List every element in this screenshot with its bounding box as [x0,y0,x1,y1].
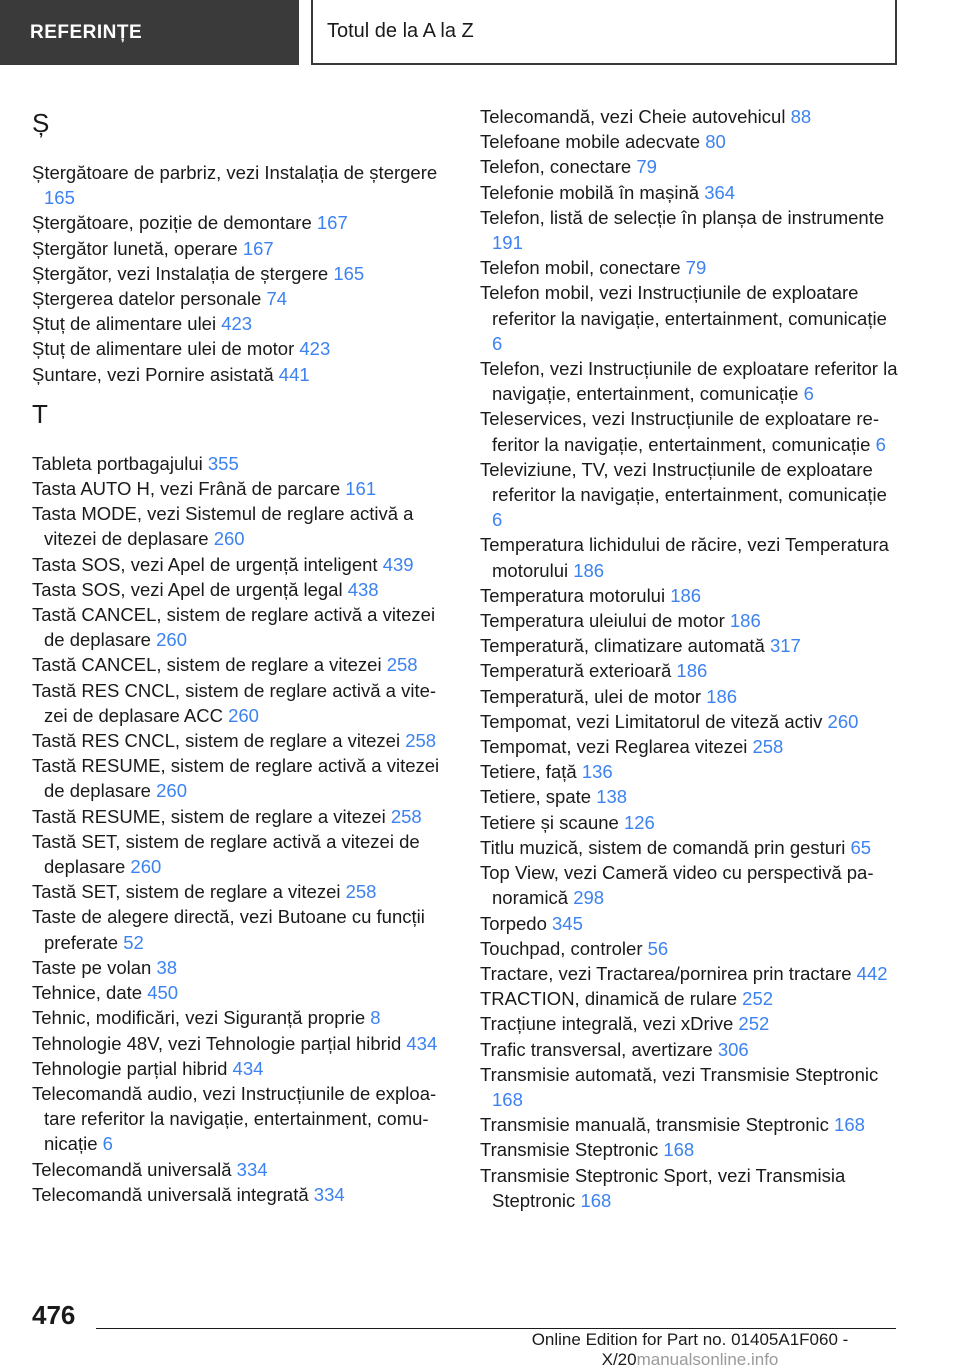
page-reference-link[interactable]: 168 [492,1088,523,1110]
page-reference-link[interactable]: 186 [670,584,702,606]
edition-text: Online Edition for Part no. 01405A1F060 - X/20 [531,1330,849,1369]
index-entry-text: Transmisie Steptronic [480,1139,659,1161]
index-entry-text: Temperatură, climatizare automată [480,635,765,657]
index-entry-text: Tehnologie 48V, vezi Tehnologie parțial hibrid [32,1032,402,1054]
index-entry [480,684,900,709]
page-reference-link[interactable]: 6 [492,509,503,531]
index-entry [480,457,900,533]
index-entry [32,980,452,1005]
index-entry-text: Ștergătoare de parbriz, vezi Instalația de ștergere [32,162,438,183]
page-reference-link[interactable]: 345 [552,912,583,934]
index-entry [480,658,900,683]
page-reference-link[interactable]: 8 [370,1007,381,1029]
page-reference-link[interactable]: 258 [386,654,418,676]
index-entry-text: Tastă CANCEL, sistem de reglare a vitezei [32,654,382,676]
page-reference-link[interactable]: 260 [156,780,187,802]
index-entry [32,678,452,728]
index-entry [480,356,900,406]
page-reference-link[interactable]: 441 [278,363,310,385]
index-entry [32,904,452,954]
page-reference-link[interactable]: 260 [213,528,245,550]
index-entry-text: Temperatura lichidului de răcire, vezi Temperatura motorului [480,534,889,581]
page-reference-link[interactable]: 6 [492,332,503,354]
page-reference-link[interactable]: 168 [663,1139,695,1161]
index-entry [480,734,900,759]
page-reference-link[interactable]: 258 [405,730,437,752]
index-entry-text: Tehnice, date [32,982,143,1004]
index-entry-text: Touchpad, controler [480,937,643,959]
index-entry-text: Ștergătoare, poziție de demontare [32,212,312,234]
page-reference-link[interactable]: 260 [827,710,859,732]
index-letter-heading: T [32,398,48,429]
index-entry [480,759,900,784]
page-reference-link[interactable]: 167 [316,212,348,234]
page-reference-link[interactable]: 79 [636,156,657,178]
page-reference-link[interactable]: 258 [390,805,422,827]
index-entry [32,804,452,829]
index-entry [32,602,452,652]
page-reference-link[interactable]: 56 [647,937,669,959]
index-entry [32,652,452,677]
index-entry [480,810,900,835]
chapter-tab [311,0,897,65]
page-reference-link[interactable]: 165 [44,187,75,209]
index-entry [32,728,452,753]
index-entry-text: Tastă RESUME, sistem de reglare activă a vitezei de deplasare [32,755,440,802]
index-entry [32,1157,452,1182]
index-entry-text: Tableta portbagajului [32,452,203,474]
index-entry [480,986,900,1011]
index-entry-text: Tasta MODE, vezi Sistemul de reglare activă a vitezei de deplasare [32,503,414,550]
index-entry [480,180,900,205]
watermark-text: manualsonline.info [636,1350,779,1369]
index-entry [32,261,452,286]
index-entry-text: Televiziune, TV, vezi Instrucțiunile de exploatare referitor la navigație, entertainment, comunicație [480,458,887,506]
index-entry [32,286,452,311]
index-entry-text: Telecomandă universală integrată [32,1183,309,1205]
page-number: 476 [32,1300,76,1330]
index-entry-text: Tetiere, față [480,761,577,783]
index-entry-text: Tempomat, vezi Limitatorul de viteză activ [480,710,823,732]
chapter-title: Totul de la A la Z [327,20,474,42]
index-entry [480,911,900,936]
index-entry-text: Temperatura uleiului de motor [480,610,725,632]
index-entry-text: Tastă SET, sistem de reglare activă a vitezei de deplasare [32,830,420,878]
index-entry-text: Tracțiune integrală, vezi xDrive [480,1013,734,1035]
index-entry [32,311,452,336]
index-entry [480,835,900,860]
index-entry-text: Titlu muzică, sistem de comandă prin gesturi [480,836,846,858]
index-entry-text: Transmisie automată, vezi Transmisie Steptronic [480,1063,879,1085]
page-reference-link[interactable]: 65 [850,836,872,858]
index-entry-text: Șuntare, vezi Pornire asistată [32,363,274,385]
index-entry-text: Tasta SOS, vezi Apel de urgență inteligent [32,553,378,575]
index-entry-text: Telecomandă, vezi Cheie autovehicul [480,106,786,127]
index-entry [480,936,900,961]
index-entry-text: Teleservices, vezi Instrucțiunile de exploatare referitor la navigație, entertainment, comunicație [480,408,879,455]
index-entry [480,1112,900,1137]
index-entry-text: Tastă RES CNCL, sistem de reglare activă a vitezei de deplasare ACC [32,679,437,726]
page-reference-link[interactable]: 260 [130,856,162,878]
page-reference-link[interactable]: 252 [738,1013,770,1035]
index-entry [480,1163,900,1213]
index-entry [32,1031,452,1056]
index-entry-text: Telefonie mobilă în mașină [480,181,700,203]
index-entry [480,860,900,910]
index-entry-text: Telefon, listă de selecție în planșa de instrumente [480,206,885,228]
index-entry-text: Taste pe volan [32,956,152,978]
page-reference-link[interactable]: 168 [834,1114,865,1136]
index-entry-text: Transmisie Steptronic Sport, vezi Transmisia Steptronic [480,1164,846,1211]
index-entry-text: Telecomandă audio, vezi Instrucțiunile de exploatare referitor la navigație, entertainment, comunicație [32,1082,437,1155]
index-entry-text: Telefon, vezi Instrucțiunile de exploatare referitor la navigație, entertainment, comunicație [480,358,898,405]
index-entry-text: Tastă SET, sistem de reglare a vitezei [32,881,341,903]
page-reference-link[interactable]: 298 [573,887,605,909]
index-entry-text: Taste de alegere directă, vezi Butoane cu funcții preferate [32,906,425,953]
page-reference-link[interactable]: 80 [705,131,726,153]
index-entry-text: Tasta SOS, vezi Apel de urgență legal [32,578,343,600]
index-entry [480,406,900,456]
section-tab [0,0,299,65]
index-entry [480,784,900,809]
page-reference-link[interactable]: 6 [875,433,886,455]
index-entry [32,1056,452,1081]
index-entry-text: Ștuț de alimentare ulei [32,313,217,335]
index-entry-text: Tetiere, spate [480,786,592,808]
index-entry [480,205,900,255]
page-reference-link[interactable]: 191 [492,232,523,254]
index-entry [480,608,900,633]
page-reference-link[interactable]: 334 [236,1158,268,1180]
index-entry [480,280,900,356]
index-entry-text: Top View, vezi Cameră video cu perspectivă panoramică [480,862,874,909]
index-entry [32,362,452,387]
page-reference-link[interactable]: 442 [856,962,888,984]
index-entry [32,753,452,803]
page-reference-link[interactable]: 186 [706,685,738,707]
page-reference-link[interactable]: 317 [769,635,801,657]
index-entry [480,255,900,280]
index-entry [32,552,452,577]
index-letter-heading: Ș [32,108,50,138]
footer-edition [480,1330,900,1370]
index-entry-text: Trafic transversal, avertizare [480,1038,713,1060]
page-reference-link[interactable]: 136 [581,761,613,783]
index-entry-text: Ștergător, vezi Instalația de ștergere [32,262,329,284]
section-title: REFERINȚE [30,21,143,43]
index-entry-text: Tehnic, modificări, vezi Siguranță proprie [32,1007,366,1029]
page-reference-link[interactable]: 260 [228,704,259,726]
index-entry-text: Tractare, vezi Tractarea/pornirea prin tractare [480,962,852,984]
page-reference-link[interactable]: 126 [623,811,655,833]
page-reference-link[interactable]: 186 [573,559,605,581]
index-entry [32,1182,452,1207]
index-entry-text: TRACTION, dinamică de rulare [480,988,738,1010]
index-entry [480,1037,900,1062]
index-entry [480,583,900,608]
page-reference-link[interactable]: 450 [147,982,179,1004]
page-reference-link[interactable]: 52 [123,931,144,953]
index-entry [32,336,452,361]
index-entry [480,1062,900,1112]
page-reference-link[interactable]: 258 [752,736,784,758]
page-reference-link[interactable]: 306 [717,1038,749,1060]
page-reference-link[interactable]: 186 [676,660,708,682]
page-reference-link[interactable]: 38 [156,956,178,978]
index-entry [32,210,452,235]
index-entry-text: Ștuț de alimentare ulei de motor [32,338,295,360]
index-entry-text: Temperatură, ulei de motor [480,685,702,707]
page-reference-link[interactable]: 167 [242,237,274,259]
index-entry [480,532,900,582]
index-entry [32,955,452,980]
page-reference-link[interactable]: 434 [406,1032,438,1054]
index-entry-text: Telecomandă universală [32,1158,232,1180]
page-reference-link[interactable]: 434 [232,1057,264,1079]
index-entry-text: Telefon mobil, vezi Instrucțiunile de exploatare referitor la navigație, entertainment, comunicație [480,282,887,329]
page-reference-link[interactable]: 355 [207,452,239,474]
index-entry-text: Torpedo [480,912,547,934]
index-entry [32,577,452,602]
index-column-left [32,100,452,1207]
index-entry-text: Tasta AUTO H, vezi Frână de parcare [32,478,341,500]
index-entry-text: Tetiere și scaune [480,811,619,833]
index-entry-text: Telefoane mobile adecvate [480,131,701,153]
page-reference-link[interactable]: 74 [266,288,288,310]
index-entry-text: Temperatură exterioară [480,660,672,682]
index-entry [32,501,452,551]
index-entry [480,633,900,658]
index-entry [32,236,452,261]
page-reference-link[interactable]: 168 [580,1189,612,1211]
index-entry [32,829,452,879]
page-reference-link[interactable]: 138 [596,786,628,808]
index-entry-text: Tastă CANCEL, sistem de reglare activă a vitezei de deplasare [32,604,436,651]
page-reference-link[interactable]: 161 [345,478,377,500]
page-reference-link[interactable]: 258 [345,881,377,903]
index-entry-text: Tempomat, vezi Reglarea vitezei [480,736,748,758]
page-reference-link[interactable]: 88 [790,106,812,127]
index-entry [32,160,452,210]
page-reference-link[interactable]: 438 [347,578,379,600]
index-entry [480,1011,900,1036]
page-reference-link[interactable]: 6 [803,383,814,405]
index-entry-text: Ștergerea datelor personale [32,288,262,310]
index-entry-text: Ștergător lunetă, operare [32,237,238,259]
page-reference-link[interactable]: 6 [102,1133,113,1155]
page-reference-link[interactable]: 334 [313,1183,345,1205]
page-reference-link[interactable]: 423 [299,338,331,360]
page-reference-link[interactable]: 252 [742,988,774,1010]
index-entry-text: Tehnologie parțial hibrid [32,1057,228,1079]
index-entry-text: Telefon mobil, conectare [480,257,681,279]
index-entry [480,129,900,154]
index-entry [480,709,900,734]
page-reference-link[interactable]: 79 [685,257,707,279]
index-entry-text: Tastă RESUME, sistem de reglare a vitezei [32,805,386,827]
page-reference-link[interactable]: 439 [382,553,414,575]
index-entry [480,154,900,179]
index-entry-text: Telefon, conectare [480,156,632,178]
index-entry [480,961,900,986]
page-reference-link[interactable]: 165 [333,262,365,284]
index-entry [32,451,452,476]
page-reference-link[interactable]: 186 [729,610,761,632]
index-entry [480,104,900,129]
footer-divider [96,1328,896,1329]
page-reference-link[interactable]: 364 [704,181,736,203]
index-entry [32,879,452,904]
index-column-right [480,104,900,1213]
index-entry-text: Transmisie manuală, transmisie Steptronic [480,1114,829,1136]
index-entry [480,1137,900,1162]
index-entry-text: Tastă RES CNCL, sistem de reglare a vitezei [32,730,401,752]
index-entry [32,1081,452,1157]
index-entry [32,476,452,501]
index-entry-text: Temperatura motorului [480,584,666,606]
page-reference-link[interactable]: 423 [221,313,253,335]
page-reference-link[interactable]: 260 [156,629,187,651]
index-entry [32,1005,452,1030]
